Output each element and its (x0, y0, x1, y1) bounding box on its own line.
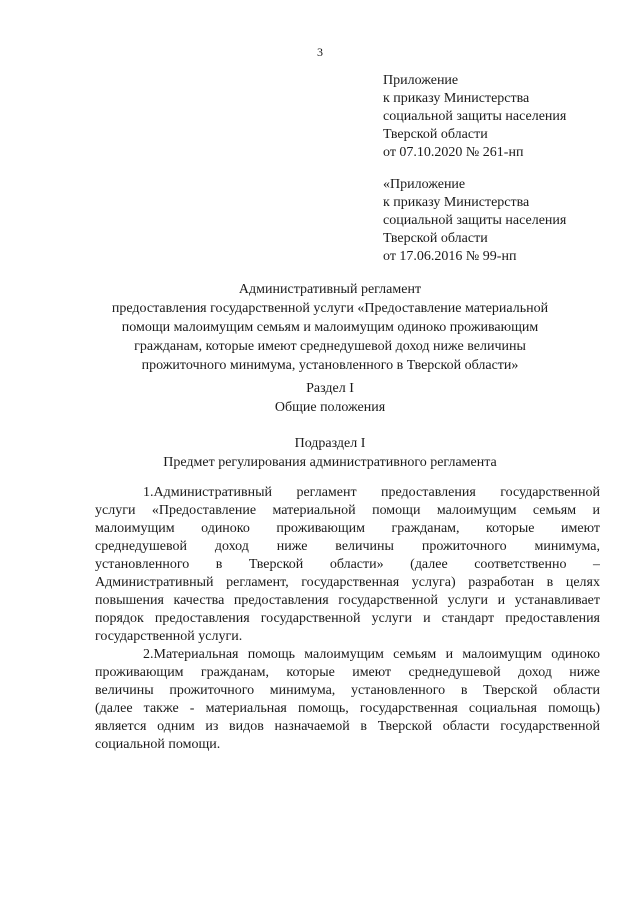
appendix-line: «Приложение (383, 177, 466, 192)
appendix-line: социальной защиты населения (383, 213, 567, 228)
paragraph-line: среднедушевой доход ниже величины прожиточного минимума, (95, 539, 600, 554)
appendix-line: социальной защиты населения (383, 109, 567, 124)
appendix-previous-header (383, 176, 623, 266)
subsection-heading (80, 434, 580, 472)
appendix-line: от 17.06.2016 № 99-нп (383, 249, 517, 264)
paragraph-line: проживающим гражданам, которые имеют среднедушевой доход ниже (95, 665, 600, 680)
title-line: Административный регламент (238, 282, 422, 297)
appendix-line: Тверской области (383, 127, 488, 142)
subsection-number: Подраздел I (294, 436, 366, 451)
paragraph-line: малоимущим одиноко проживающим гражданам, которые имеют (95, 521, 600, 536)
appendix-current-header (383, 72, 623, 162)
paragraph-line: повышения качества предоставления государственной услуги и устанавливает (95, 593, 600, 608)
paragraph-line: 2.Материальная помощь малоимущим семьям и малоимущим одиноко (143, 647, 600, 662)
title-line: гражданам, которые имеют среднедушевой доход ниже величины (134, 339, 526, 354)
paragraph-line: (далее также - материальная помощь, государственная социальная помощь) (95, 701, 600, 716)
title-line: прожиточного минимума, установленного в Тверской области» (141, 358, 519, 373)
section-number: Раздел I (306, 381, 354, 396)
paragraph-line: величины прожиточного минимума, установленного в Тверской области (95, 683, 600, 698)
title-line: помощи малоимущим семьям и малоимущим одиноко проживающим (121, 320, 539, 335)
page-number: 3 (317, 45, 323, 59)
document-title (80, 280, 580, 375)
paragraph-2 (95, 646, 600, 754)
paragraph-1 (95, 484, 600, 646)
appendix-line: от 07.10.2020 № 261-нп (383, 145, 524, 160)
section-heading (80, 379, 580, 417)
paragraph-line: услуги «Предоставление материальной помощи малоимущим семьям и (95, 503, 600, 518)
appendix-line: Приложение (383, 73, 459, 88)
appendix-line: Тверской области (383, 231, 488, 246)
appendix-line: к приказу Министерства (383, 195, 530, 210)
title-line: предоставления государственной услуги «Предоставление материальной (111, 301, 549, 316)
section-name: Общие положения (274, 400, 386, 415)
body-text (95, 484, 600, 754)
paragraph-line: 1.Административный регламент предоставления государственной (143, 485, 600, 500)
subsection-name: Предмет регулирования административного регламента (163, 455, 497, 470)
paragraph-line: Административный регламент, государственная услуга) разработан в целях (95, 575, 600, 590)
paragraph-line: установленного в Тверской области» (далее соответственно – (95, 557, 600, 572)
paragraph-line: является одним из видов назначаемой в Тверской области государственной (95, 719, 600, 734)
appendix-line: к приказу Министерства (383, 91, 530, 106)
paragraph-line: порядок предоставления государственной услуги и стандарт предоставления (95, 611, 600, 626)
paragraph-line: социальной помощи. (95, 737, 221, 752)
paragraph-line: государственной услуги. (95, 629, 243, 644)
